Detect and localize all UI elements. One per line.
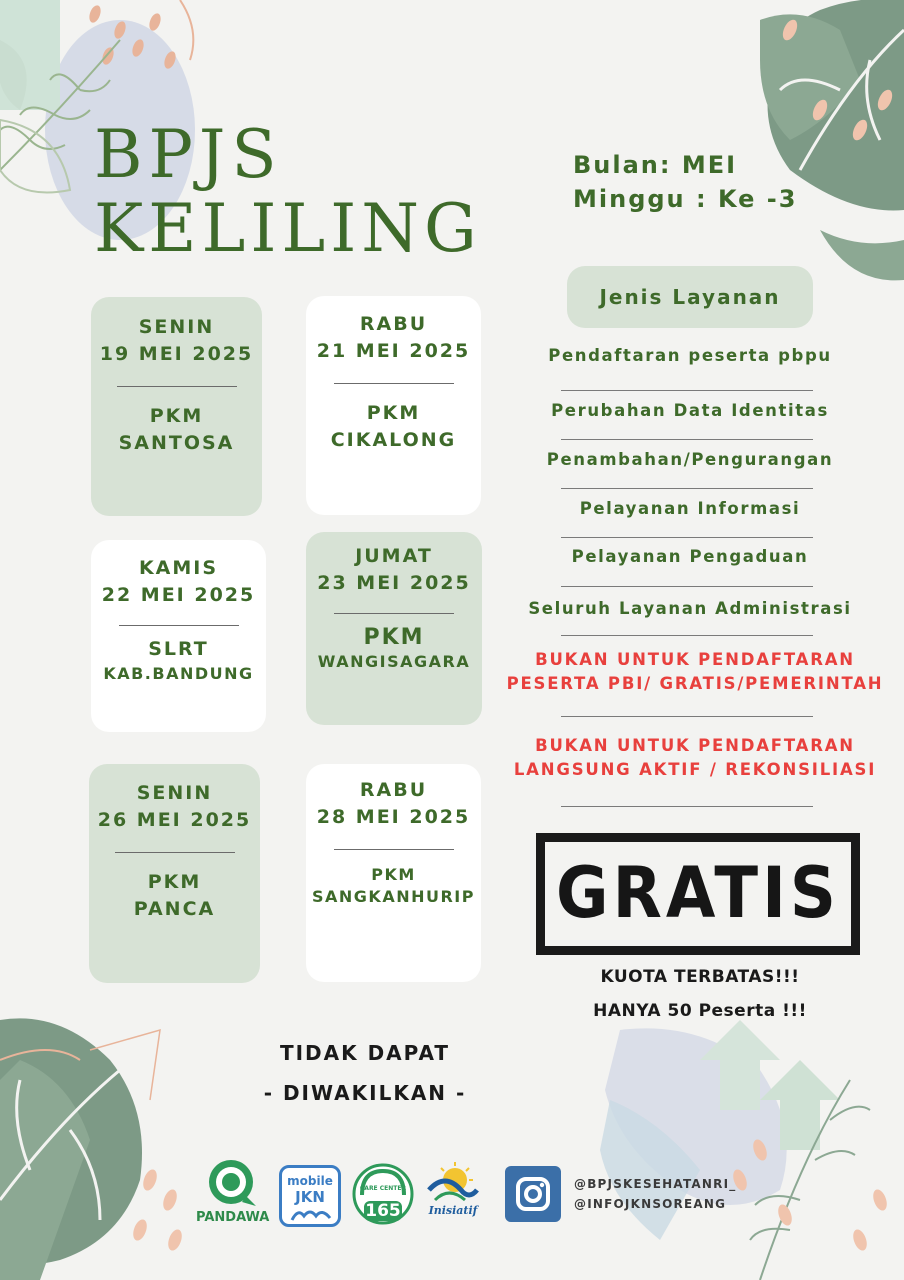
schedule-card-3 [91, 540, 266, 732]
social-handle-1[interactable]: @BPJSKESEHATANRI_ [574, 1177, 737, 1191]
schedule-card-6 [306, 764, 481, 982]
schedule-place: PKM [149, 405, 204, 427]
warning-pbi-line2: PESERTA PBI/ GRATIS/PEMERINTAH [506, 674, 884, 693]
gratis-text: GRATIS [556, 853, 840, 935]
schedule-place-name: SANGKANHURIP [312, 887, 475, 906]
card-divider [334, 383, 454, 384]
service-item: Perubahan Data Identitas [551, 401, 829, 420]
schedule-date: 23 MEI 2025 [317, 572, 471, 594]
inisiatif-label: Inisiatif [428, 1204, 478, 1217]
schedule-place-name: KAB.BANDUNG [103, 664, 254, 683]
schedule-day: SENIN [138, 316, 215, 338]
service-divider [561, 716, 813, 717]
schedule-day: RABU [359, 313, 428, 335]
schedule-day: KAMIS [138, 557, 219, 579]
card-divider [334, 613, 454, 614]
schedule-place: SLRT [148, 638, 209, 660]
warning-reconciliation-line2: LANGSUNG AKTIF / REKONSILIASI [513, 760, 877, 779]
warning-reconciliation-line1: BUKAN UNTUK PENDAFTARAN [535, 736, 855, 755]
service-item: Pelayanan Pengaduan [571, 547, 809, 566]
schedule-day: SENIN [136, 782, 213, 804]
schedule-date: 22 MEI 2025 [101, 584, 256, 606]
mobile-jkn-logo [279, 1165, 341, 1227]
schedule-day: JUMAT [355, 545, 433, 567]
service-divider [561, 439, 813, 440]
schedule-place: PKM [147, 871, 202, 893]
page-title-line2: KELILING [94, 190, 482, 267]
notice-line2: - DIWAKILKAN - [263, 1081, 467, 1105]
service-item: Penambahan/Pengurangan [546, 450, 834, 469]
care-center-label: CARE CENTER [359, 1185, 407, 1192]
schedule-place: PKM [366, 402, 421, 424]
pandawa-label: PANDAWA [196, 1210, 270, 1225]
schedule-card-4 [306, 532, 482, 725]
week-label: Minggu : Ke -3 [573, 185, 798, 213]
page-title-line1: BPJS [94, 116, 283, 193]
service-item: Pendaftaran peserta pbpu [548, 346, 832, 365]
schedule-date: 26 MEI 2025 [97, 809, 252, 831]
quota-line1: KUOTA TERBATAS!!! [600, 967, 800, 987]
schedule-place-name: PANCA [133, 898, 216, 920]
instagram-icon[interactable] [505, 1166, 561, 1222]
warning-pbi [500, 648, 890, 696]
care-center-logo [352, 1163, 414, 1225]
service-divider [561, 586, 813, 587]
schedule-card-2 [306, 296, 481, 515]
social-handle-2[interactable]: @INFOJKNSOREANG [574, 1197, 727, 1211]
care-center-number: 165 [365, 1201, 401, 1221]
schedule-place: PKM [371, 865, 416, 884]
schedule-card-5 [89, 764, 260, 983]
notice-line1: TIDAK DAPAT [279, 1041, 451, 1065]
mobile-jkn-word2: JKN [295, 1188, 325, 1206]
quota-line2: HANYA 50 Peserta !!! [593, 1001, 807, 1021]
schedule-card-1 [91, 297, 262, 516]
service-item: Pelayanan Informasi [579, 499, 801, 518]
service-divider [561, 537, 813, 538]
card-divider [334, 849, 454, 850]
month-label: Bulan: MEI [573, 151, 738, 179]
schedule-date: 21 MEI 2025 [316, 340, 471, 362]
schedule-place-name: SANTOSA [118, 432, 235, 454]
service-divider [561, 806, 813, 807]
schedule-day: RABU [359, 779, 428, 801]
card-divider [115, 852, 235, 853]
schedule-place-name: WANGISAGARA [317, 652, 471, 671]
service-divider [561, 488, 813, 489]
service-divider [561, 390, 813, 391]
mobile-jkn-word1: mobile [287, 1174, 333, 1188]
gratis-badge [536, 833, 860, 955]
pandawa-logo [196, 1158, 270, 1232]
service-item: Seluruh Layanan Administrasi [528, 599, 852, 618]
sun-wave-icon [425, 1160, 481, 1206]
inisiatif-logo [425, 1160, 481, 1226]
card-divider [117, 386, 237, 387]
warning-pbi-line1: BUKAN UNTUK PENDAFTARAN [535, 650, 855, 669]
warning-reconciliation [500, 734, 890, 782]
schedule-date: 19 MEI 2025 [99, 343, 254, 365]
card-divider [119, 625, 239, 626]
schedule-date: 28 MEI 2025 [316, 806, 471, 828]
schedule-place: PKM [363, 625, 425, 650]
hand-icon [290, 1206, 332, 1222]
services-header: Jenis Layanan [567, 266, 813, 328]
pandawa-icon [196, 1158, 266, 1208]
schedule-place-name: CIKALONG [330, 429, 457, 451]
camera-icon [505, 1166, 561, 1222]
service-divider [561, 635, 813, 636]
